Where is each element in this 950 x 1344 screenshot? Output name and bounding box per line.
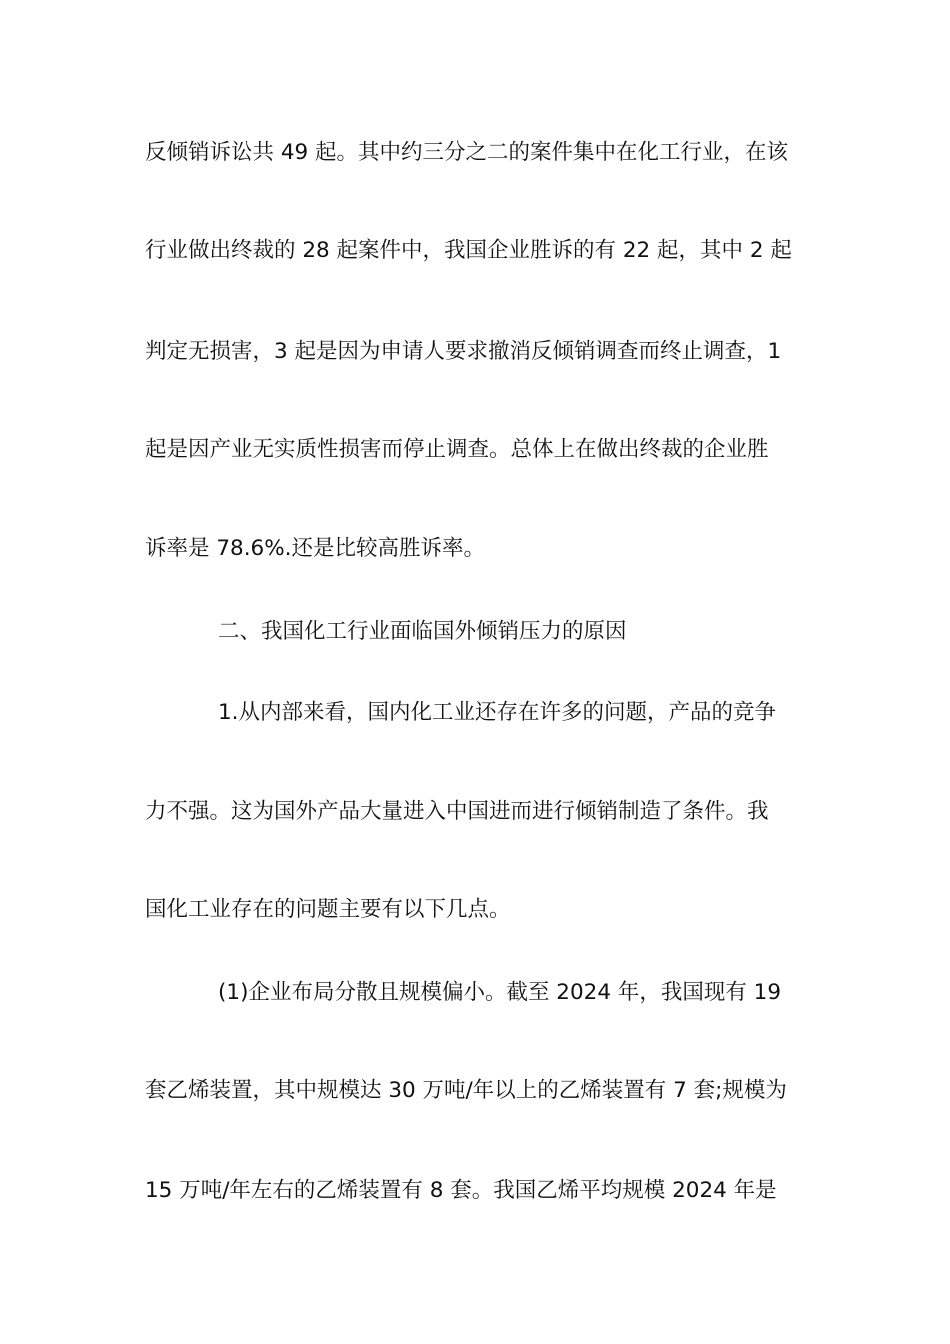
section-heading: 二、我国化工行业面临国外倾销压力的原因 <box>218 619 627 644</box>
paragraph-line: 起是因产业无实质性损害而停止调查。总体上在做出终裁的企业胜 <box>145 437 769 462</box>
paragraph-line: 国化工业存在的问题主要有以下几点。 <box>145 897 511 922</box>
paragraph-line: 1.从内部来看，国内化工业还存在许多的问题，产品的竞争 <box>218 700 777 725</box>
paragraph-line: 行业做出终裁的 28 起案件中，我国企业胜诉的有 22 起，其中 2 起 <box>145 238 792 263</box>
paragraph-line: (1)企业布局分散且规模偏小。截至 2024 年，我国现有 19 <box>218 980 782 1005</box>
paragraph-line: 力不强。这为国外产品大量进入中国进而进行倾销制造了条件。我 <box>145 799 769 824</box>
paragraph-line: 诉率是 78.6%.还是比较高胜诉率。 <box>145 536 485 561</box>
paragraph-line: 判定无损害，3 起是因为申请人要求撤消反倾销调查而终止调查，1 <box>145 339 782 364</box>
paragraph-line: 15 万吨/年左右的乙烯装置有 8 套。我国乙烯平均规模 2024 年是 <box>145 1178 777 1203</box>
paragraph-line: 套乙烯装置，其中规模达 30 万吨/年以上的乙烯装置有 7 套;规模为 <box>145 1078 787 1103</box>
paragraph-line: 反倾销诉讼共 49 起。其中约三分之二的案件集中在化工行业，在该 <box>145 140 789 165</box>
